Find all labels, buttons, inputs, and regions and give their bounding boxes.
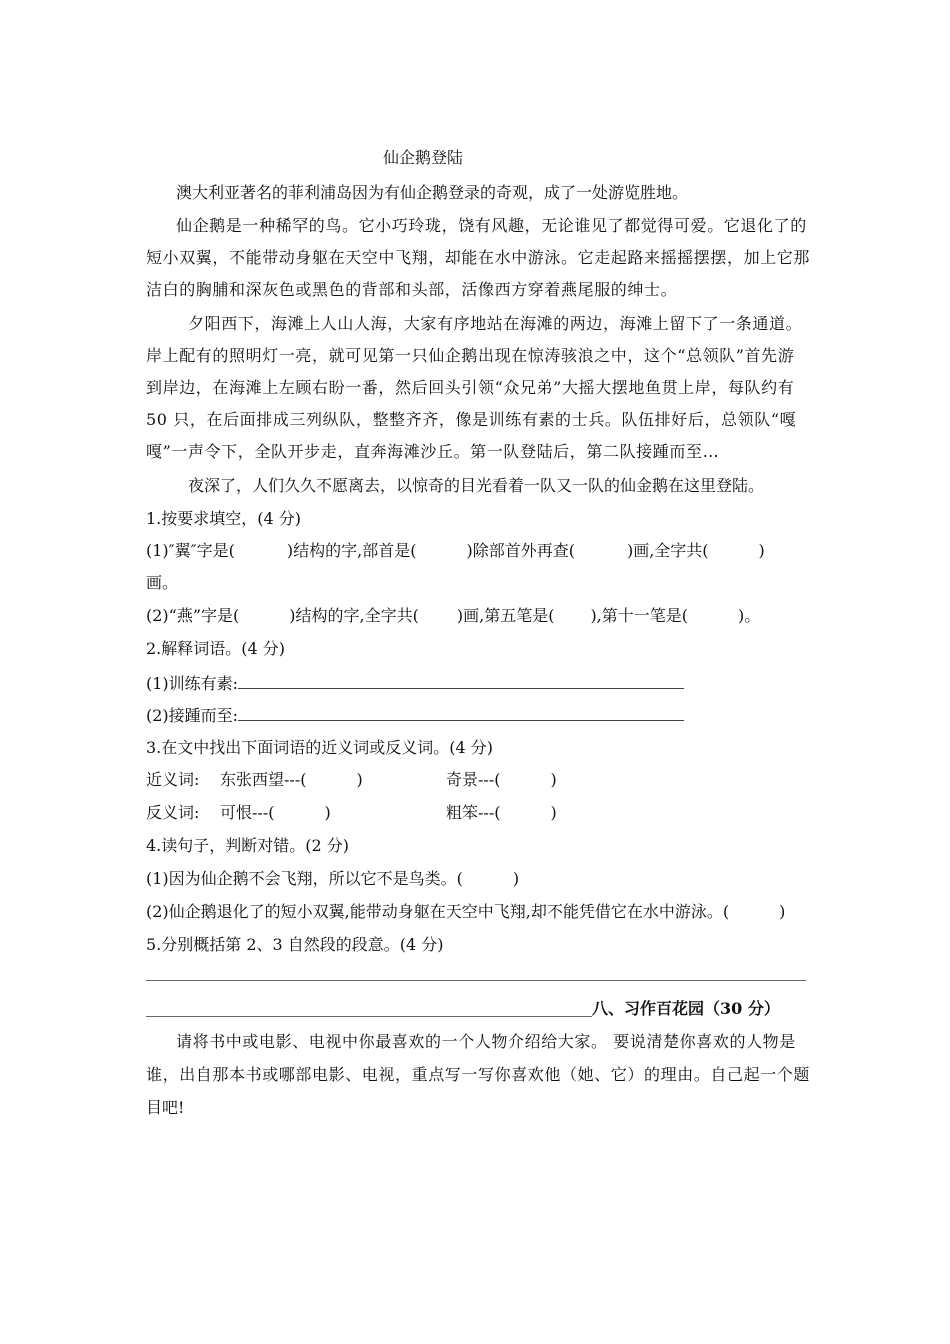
q1-item-2-part-2: )结构的字,全字共( [289, 606, 419, 625]
paragraph-3-line-3: 到岸边，在海滩上左顾右盼一番，然后回头引领“众兄弟”大摇大摆地鱼贯上岸，每队约有 [146, 378, 795, 397]
q1-item-1-part-4: )画,全字共( [626, 541, 709, 560]
q2-item-2-label: (2)接踵而至: [146, 706, 239, 725]
q4-item-1 [146, 869, 519, 889]
q4-item-2-text: (2)仙企鹅退化了的短小双翼,能带动身躯在天空中飞翔,却不能凭借它在水中游泳。( [146, 902, 730, 921]
q3-antonym-item-1 [220, 803, 331, 823]
q3-antonym-item-1-text: 可恨---( [220, 803, 275, 822]
paragraph-3-line-4: 50 只，在后面排成三列纵队，整整齐齐，像是训练有素的士兵。队伍排好后，总领队“嘎 [146, 410, 797, 429]
q3-antonym-item-2-text: 粗笨---( [446, 803, 501, 822]
section-8-heading: 八、习作百花园（30 分） [592, 999, 780, 1018]
q1-item-1-part-5: ) [758, 541, 765, 560]
q3-synonym-item-2-close: ) [550, 770, 557, 789]
q1-item-2-part-3: )画,第五笔是( [456, 606, 555, 625]
q3-heading: 3.在文中找出下面词语的近义词或反义词。(4 分) [146, 738, 494, 757]
q1-item-1 [146, 541, 765, 561]
q4-item-2-close: ) [779, 902, 786, 921]
q1-heading: 1.按要求填空，(4 分) [146, 509, 302, 528]
q2-heading: 2.解释词语。(4 分) [146, 639, 286, 658]
q3-antonym-item-2 [446, 803, 557, 823]
q3-antonym-item-2-close: ) [550, 803, 557, 822]
q3-antonym-label: 反义词: [146, 803, 200, 822]
paragraph-2-line-2: 短小双翼，不能带动身躯在天空中飞翔，却能在水中游泳。它走起路来摇摇摆摆，加上它那 [146, 248, 811, 267]
paragraph-2-line-1: 仙企鹅是一种稀罕的鸟。它小巧玲珑，饶有风趣，无论谁见了都觉得可爱。它退化了的 [176, 216, 807, 235]
q2-item-1-answer-line[interactable] [238, 673, 684, 689]
section-8-prompt-line-2: 谁，出自那本书或哪部电影、电视，重点写一写你喜欢他（她、它）的理由。自己起一个题 [146, 1065, 811, 1084]
paragraph-2-line-3: 洁白的胸脯和深灰色或黑色的背部和头部，活像西方穿着燕尾服的绅士。 [146, 280, 678, 299]
paragraph-1: 澳大利亚著名的菲利浦岛因为有仙企鹅登录的奇观，成了一处游览胜地。 [176, 183, 689, 202]
q3-synonym-item-2-text: 奇景---( [446, 770, 501, 789]
paragraph-4: 夜深了，人们久久不愿离去，以惊奇的目光看着一队又一队的仙金鹅在这里登陆。 [188, 476, 765, 495]
q1-item-2-part-5: )。 [738, 606, 761, 625]
paragraph-3-line-5: 嘎”一声令下，全队开步走，直奔海滩沙丘。第一队登陆后，第二队接踵而至… [146, 442, 720, 461]
q2-item-2-answer-line[interactable] [238, 705, 684, 721]
q3-synonym-item-2 [446, 770, 557, 790]
section-8-prompt-line-3: 目吧! [146, 1098, 185, 1117]
q3-antonym-item-1-close: ) [324, 803, 331, 822]
q1-item-2-part-1: (2)“燕”字是( [146, 606, 240, 625]
q5-answer-line-1[interactable] [146, 980, 806, 981]
q1-item-1-part-1: (1)″翼″字是( [146, 541, 235, 560]
q4-heading: 4.读句子，判断对错。(2 分) [146, 836, 350, 855]
q1-item-2 [146, 606, 760, 626]
q1-item-1-part-2: )结构的字,部首是( [286, 541, 417, 560]
section-8-prompt-line-1: 请将书中或电影、电视中你最喜欢的一个人物介绍给大家。 要说清楚你喜欢的人物是 [176, 1032, 796, 1051]
q3-synonym-item-1-text: 东张西望---( [220, 770, 307, 789]
q3-synonym-label: 近义词: [146, 770, 200, 789]
q4-item-2 [146, 902, 785, 922]
q1-item-1-part-3: )除部首外再查( [466, 541, 575, 560]
q1-item-1-continuation: 画。 [146, 573, 179, 592]
q2-item-2 [146, 705, 684, 726]
q3-synonym-item-1-close: ) [356, 770, 363, 789]
q2-item-1 [146, 673, 684, 694]
passage-title: 仙企鹅登陆 [383, 148, 464, 167]
q1-item-2-part-4: ),第十一笔是( [590, 606, 689, 625]
q5-answer-line-2[interactable] [146, 1016, 592, 1017]
q2-item-1-label: (1)训练有素: [146, 674, 239, 693]
q4-item-1-text: (1)因为仙企鹅不会飞翔，所以它不是鸟类。( [146, 869, 463, 888]
q3-synonym-item-1 [220, 770, 363, 790]
paragraph-3-line-2: 岸上配有的照明灯一亮，就可见第一只仙企鹅出现在惊涛骇浪之中，这个“总领队”首先游 [146, 346, 795, 365]
q4-item-1-close: ) [512, 869, 520, 888]
paragraph-3-line-1: 夕阳西下，海滩上人山人海，大家有序地站在海滩的两边，海滩上留下了一条通道。 [188, 314, 803, 333]
q5-heading: 5.分别概括第 2、3 自然段的段意。(4 分) [146, 935, 444, 954]
